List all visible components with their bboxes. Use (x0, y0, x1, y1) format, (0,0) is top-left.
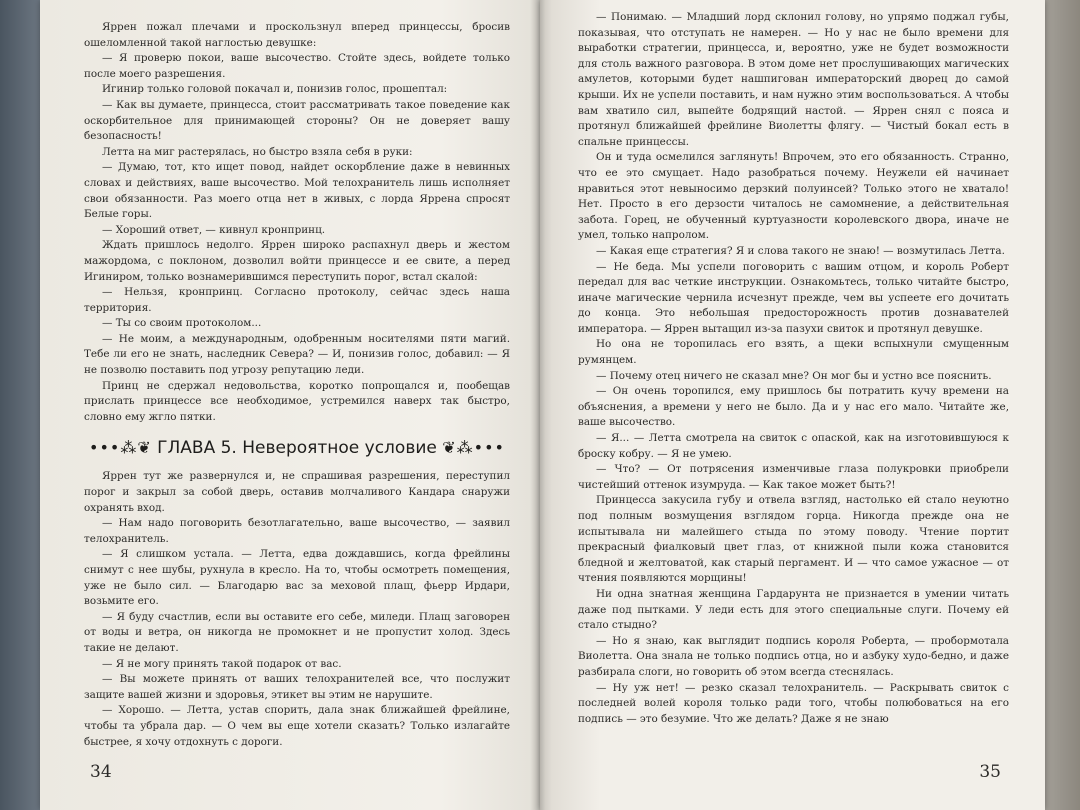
paragraph: — Он очень торопился, ему пришлось бы потратить кучу времени на объяснения, а времени у него не было. Да и у нас его мало. Читайте же, ваше высочество. (578, 385, 1009, 429)
ornament-right-icon: ❦⁂••• (442, 438, 505, 458)
paragraph: Яррен тут же развернулся и, не спрашивая разрешения, переступил порог и закрыл за собой дверь, оставив молчаливого Кандара снаружи охранять вход. (84, 470, 510, 514)
paragraph: Ждать пришлось недолго. Яррен широко распахнул дверь и жестом мажордома, с поклоном, дозволил войти принцессе и ее свите, а перед Игиниром, только вознамерившимся переступить порог, встал скалой: (84, 239, 510, 283)
right-page-text (578, 10, 1009, 727)
paragraph: — Я слишком устала. — Летта, едва дождавшись, когда фрейлины снимут с нее шубы, рухнула в кресло. На то, чтобы осмотреть помещения, уже не было сил. — Благодарю вас за меховой плащ, фьерр Ирдари, возьмите его. (84, 548, 510, 608)
paragraph: — Думаю, тот, кто ищет повод, найдет оскорбление даже в невинных словах и действиях, ваше высочество. Мой телохранитель лишь исполняет свои обязанности. Раз моего отца нет в живых, с лорда Яррена спросят Белые горы. (84, 161, 510, 221)
paragraph: — Я проверю покои, ваше высочество. Стойте здесь, войдете только после моего разрешения. (84, 52, 510, 80)
paragraph: — Ты со своим протоколом... (102, 317, 262, 330)
ornament-left-icon: •••⁂❦ (89, 438, 152, 458)
paragraph: — Как вы думаете, принцесса, стоит рассматривать такое поведение как оскорбительное для принимающей стороны? Он не доверяет вашу безопасность! (84, 98, 510, 143)
paragraph: Летта на миг растерялась, но быстро взяла себя в руки: (102, 145, 413, 158)
paragraph: — Я... — Летта смотрела на свиток с опаской, как на изготовившуюся к броску кобру. — Я не умею. (578, 432, 1009, 460)
paragraph: — Какая еще стратегия? Я и слова такого не знаю! — возмутилась Летта. (596, 244, 1005, 257)
paragraph: Яррен пожал плечами и проскользнул вперед принцессы, бросив ошеломленной такой наглостью девушке: (84, 21, 510, 49)
paragraph: Принцесса закусила губу и отвела взгляд, настолько ей стало неуютно под полным возмущения взглядом горца. Никогда прежде она не испытывала ни малейшего стыда по этому поводу. Чтение портит прекрасный фиалковый цвет глаз, от книжной пыли кожа становится бледной и желтоватой, как старый пергамент. И — что самое ужасное — от чтения появляются морщины! (578, 494, 1009, 585)
paragraph: — Почему отец ничего не сказал мне? Он мог бы и устно все пояснить. (596, 369, 992, 382)
left-page (40, 0, 540, 810)
page-number-right: 35 (979, 762, 1001, 782)
book-gutter (530, 0, 552, 810)
right-page (540, 0, 1045, 810)
paragraph: — Хороший ответ, — кивнул кронпринц. (102, 223, 326, 236)
paragraph: — Что? — От потрясения изменчивые глаза полукровки приобрели чистейший оттенок изумруда. — Как такое может быть?! (578, 463, 1009, 491)
paragraph: Принц не сдержал недовольства, коротко попрощался и, пообещав прислать принцессе все необходимое, устремился наверх так быстро, словно ему жгло пятки. (84, 379, 510, 423)
paragraph: — Не беда. Мы успели поговорить с вашим отцом, и король Роберт передал для вас четкие инструкции. Ознакомьтесь, только читайте быстро, иначе магические чернила исчезнут прежде, чем вы успеете его дочитать до конца. Это небольшая предосторожность против дознавателей императора. — Яррен вытащил из-за пазухи свиток и протянул девушке. (578, 260, 1009, 335)
paragraph: — Понимаю. — Младший лорд склонил голову, но упрямо поджал губы, показывая, что отступать не намерен. — Но у нас не было времени для выработки стратегии, принцесса, и, вероятно, уже не будет возможности для столь важного разговора. В этом доме нет прослушивающих магических амулетов, которыми будет нашпигован императорский дворец до самой крыши. Их не успели поставить, и нам нужно этим воспользоваться. А чтобы вам хватило сил, выпейте бодрящий настой. — Яррен снял с пояса и протянул ближайшей фрейлине Виолетты флягу. — Чистый бокал есть в спальне принцессы. (578, 11, 1009, 148)
paragraph: Ни одна знатная женщина Гардарунта не признается в умении читать даже под пытками. У леди есть для этого специальные слуги. Почему ей стало стыдно? (578, 587, 1009, 632)
paragraph: Игинир только головой покачал и, понизив голос, прошептал: (102, 83, 448, 96)
left-page-text (84, 20, 510, 750)
page-number-left: 34 (90, 762, 112, 782)
paragraph: Он и туда осмелился заглянуть! Впрочем, это его обязанность. Странно, что ее это смущает. Надо разобраться почему. Неужели ей начинает нравиться этот невыносимо дерзкий полуинсей? Только этого не хватало! Нет. Просто в его дерзости читалось не самомнение, а действительная забота. Горец, не обученный куртуазности королевского двора, иначе не умел, только напролом. (578, 151, 1009, 242)
paragraph: — Хорошо. — Летта, устав спорить, дала знак ближайшей фрейлине, чтобы та убрала дар. — О чем вы еще хотели сказать? Только излагайте быстрее, я хочу отдохнуть с дороги. (84, 704, 510, 748)
paragraph: Но она не торопилась его взять, а щеки вспыхнули смущенным румянцем. (578, 338, 1009, 367)
paragraph: — Я буду счастлив, если вы оставите его себе, миледи. Плащ заговорен от воды и ветра, он никогда не промокнет и не пропустит холод. Здесь такие не делают. (84, 610, 510, 654)
paragraph: — Вы можете принять от ваших телохранителей все, что послужит защите вашей жизни и здоровья, этикет вы этим не нарушите. (84, 673, 510, 701)
paragraph: — Не моим, а международным, одобренным носителями пяти магий. Тебе ли его не знать, наследник Севера? — И, понизив голос, добавил: — Я не позволю поставить под угрозу репутацию леди. (84, 332, 510, 377)
paragraph: — Нельзя, кронпринц. Согласно протоколу, сейчас здесь наша территория. (84, 286, 510, 314)
paragraph: — Нам надо поговорить безотлагательно, ваше высочество, — заявил телохранитель. (84, 517, 510, 545)
chapter-title: ГЛАВА 5. Невероятное условие (157, 438, 437, 459)
background-right (1040, 0, 1080, 810)
chapter-heading (84, 435, 510, 461)
paragraph: — Но я знаю, как выглядит подпись короля Роберта, — пробормотала Виолетта. Она знала не только подпись отца, но и азбуку худо-бедно, и даже разбирала слоги, но говорить об этом всегда стеснялась. (578, 634, 1009, 678)
paragraph: — Ну уж нет! — резко сказал телохранитель. — Раскрывать свиток с последней волей короля только ради того, чтобы полюбоваться на его подпись — это безумие. Что же делать? Даже я не знаю (578, 681, 1009, 725)
paragraph: — Я не могу принять такой подарок от вас. (102, 657, 342, 670)
